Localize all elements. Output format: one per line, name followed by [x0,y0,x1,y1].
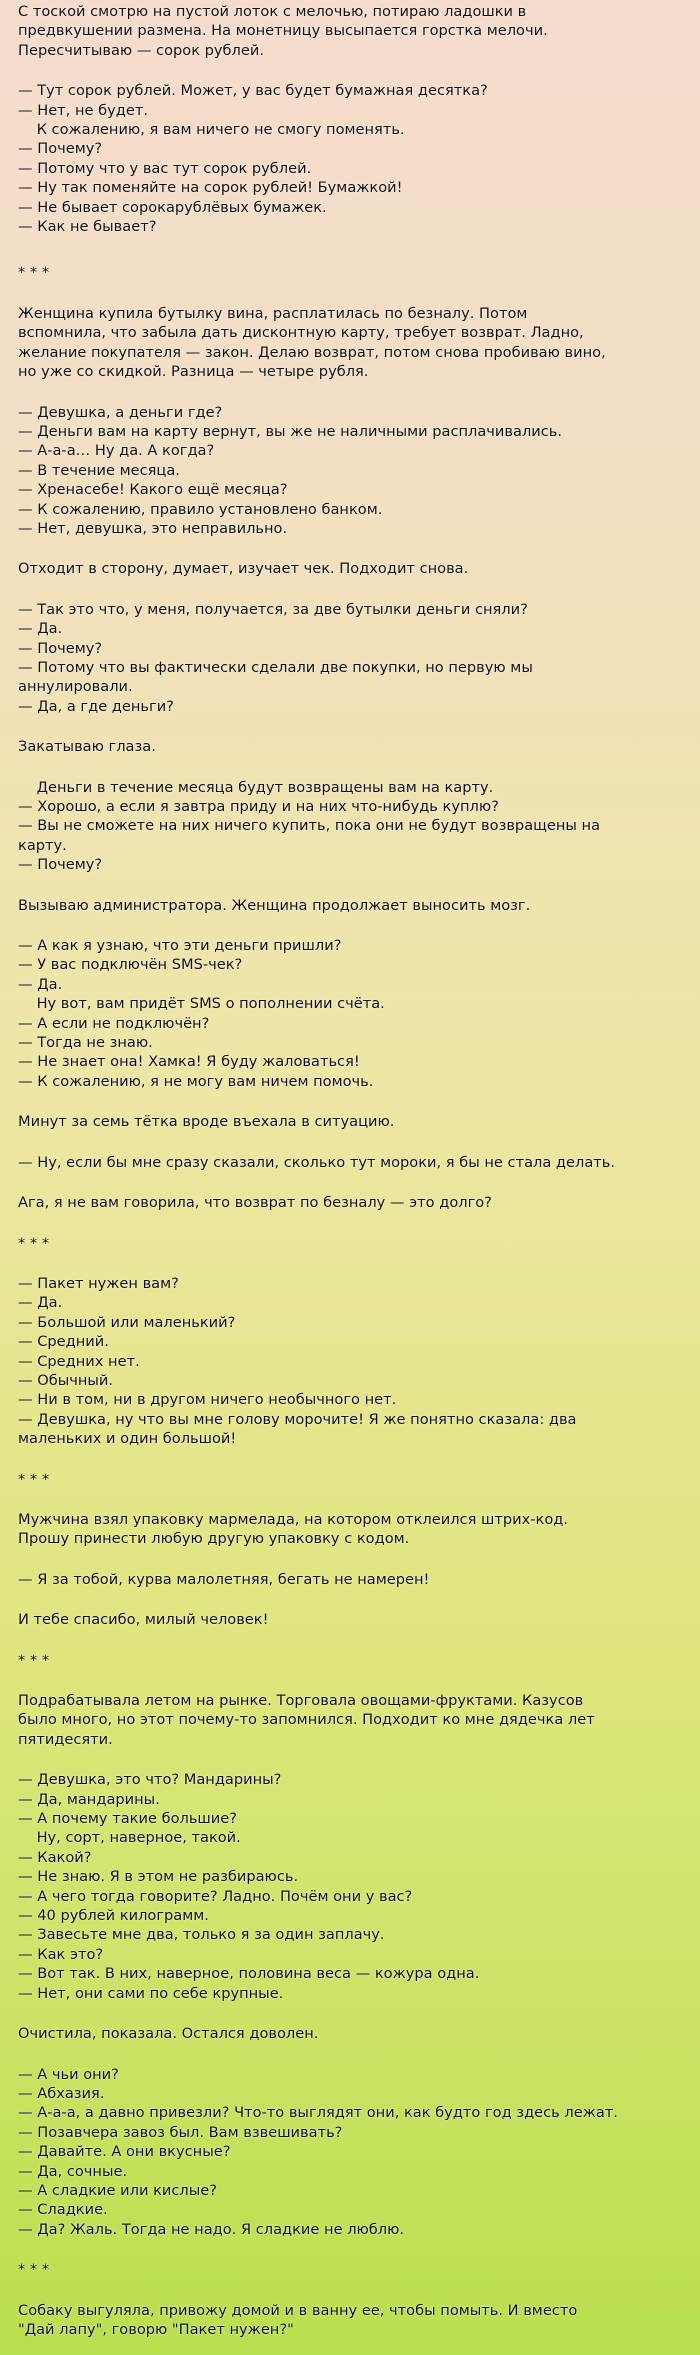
paragraph [18,2024,692,2043]
text-line: — А сладкие или кислые? [18,2181,217,2199]
text-line: — Нет, они сами по себе крупные. [18,1984,284,2002]
paragraph [18,1770,692,2003]
text-line: — Тут сорок рублей. Может, у вас будет бумажная десятка? [18,82,488,100]
text-line: — Почему? [18,639,103,657]
text-line: Ну, сорт, наверное, такой. [18,1829,241,1847]
text-line: Мужчина взял упаковку мармелада, на котором отклеился штрих-код. [18,1510,568,1528]
text-line: вспомнила, что забыла дать дисконтную карту, требует возврат. Ладно, [18,324,584,342]
text-line: — Как это? [18,1945,104,1963]
section-separator [18,1651,692,1670]
text-line: — Как не бывает? [18,218,157,236]
paragraph [18,81,692,236]
text-line: — А-а-а, а давно привезли? Что-то выглядят они, как будто год здесь лежат. [18,2104,618,2122]
paragraph [18,403,692,539]
paragraph [18,896,692,915]
text-line: — Ну, если бы мне сразу сказали, сколько тут мороки, я бы не стала делать. [18,1153,616,1171]
paragraph [18,2,692,60]
text-line: Подрабатывала летом на рынке. Торговала овощами-фруктами. Казусов [18,1692,584,1709]
text-line: предвкушении размена. На монетницу высыпается горстка мелочи. [18,22,548,40]
text-line: Собаку выгуляла, привожу домой и в ванну ее, чтобы помыть. И вместо [18,2301,578,2319]
text-line: — К сожалению, я не могу вам ничем помочь. [18,1072,374,1090]
text-line: но уже со скидкой. Разница — четыре рубля. [18,363,369,381]
paragraph [18,778,692,875]
text-line: — Почему? [18,856,103,874]
paragraph [18,2065,692,2240]
text-line: — К сожалению, правило установлено банком. [18,500,383,518]
text-line: Минут за семь тётка вроде въехала в ситуацию. [18,1113,395,1131]
text-line: С тоской смотрю на пустой лоток с мелочью, потираю ладошки в [18,3,527,20]
text-line: Деньги в течение месяца будут возвращены вам на карту. [18,778,494,796]
text-line: — Хорошо, а если я завтра приду и на них что-нибудь куплю? [18,798,499,815]
text-line: — Потому что вы фактически сделали две покупки, но первую мы [18,658,533,676]
text-line: — Давайте. А они вкусные? [18,2143,231,2161]
text-line: желание покупателя — закон. Делаю возврат, потом снова пробиваю вино, [18,343,606,361]
text-line: — Да, мандарины. [18,1790,160,1808]
section-separator [18,2260,692,2279]
text-line: — Да. [18,975,63,993]
text-line: — Да, сочные. [18,2162,128,2180]
text-line: — Почему? [18,140,103,158]
text-line: — А почему такие большие? [18,1810,237,1828]
text-line: — Нет, девушка, это неправильно. [18,519,288,537]
paragraph [18,2301,692,2340]
paragraph [18,1274,692,1449]
text-line: — Девушка, это что? Мандарины? [18,1771,282,1789]
text-line: * * * [18,1470,50,1488]
text-line: — Да? Жаль. Тогда не надо. Я сладкие не люблю. [18,2220,405,2238]
text-line: Отходит в сторону, думает, изучает чек. Подходит снова. [18,560,469,578]
text-line: "Дай лапу", говорю "Пакет нужен?" [18,2320,294,2338]
section-separator [18,1470,692,1489]
text-line: — Какой? [18,1848,92,1866]
text-line: — Да. [18,1294,63,1312]
text-line: К сожалению, я вам ничего не смогу поменять. [18,121,405,139]
section-separator [18,1234,692,1253]
text-line: было много, но этот почему-то запомнился. Подходит ко мне дядечка лет [18,1711,595,1729]
paragraph [18,737,692,756]
text-line: — В течение месяца. [18,461,180,479]
section-separator [18,263,692,282]
paragraph [18,1112,692,1131]
paragraph [18,1570,692,1589]
text-line: — Не знает она! Хамка! Я буду жаловаться! [18,1053,360,1071]
text-line: — У вас подключён SMS-чек? [18,956,243,974]
text-line: — Ни в том, ни в другом ничего необычного нет. [18,1391,397,1409]
text-line: Закатываю глаза. [18,738,156,756]
paragraph [18,304,692,382]
text-line: Очистила, показала. Остался доволен. [18,2025,319,2043]
paragraph [18,1691,692,1749]
text-line: пятидесяти. [18,1730,113,1748]
text-line: — Средних нет. [18,1352,140,1370]
text-line: аннулировали. [18,678,133,696]
text-line: — Не бывает сорокарублёвых бумажек. [18,198,327,216]
paragraph [18,1193,692,1212]
paragraph [18,1153,692,1172]
text-line: — Пакет нужен вам? [18,1274,179,1292]
paragraph [18,936,692,1091]
text-line: — Так это что, у меня, получается, за две бутылки деньги сняли? [18,600,528,618]
text-line: — Обычный. [18,1371,114,1389]
text-line: — Ну так поменяйте на сорок рублей! Бумажкой! [18,179,403,197]
text-line: — Да. [18,620,63,638]
text-line: — Тогда не знаю. [18,1034,153,1052]
text-line: — А как я узнаю, что эти деньги пришли? [18,937,342,955]
text-line: * * * [18,1651,50,1669]
text-line: * * * [18,1234,50,1252]
text-line: — А если не подключён? [18,1014,210,1032]
text-line: Ну вот, вам придёт SMS о пополнении счёта. [18,995,385,1013]
text-line: Женщина купила бутылку вина, расплатилась по безналу. Потом [18,304,528,322]
text-line: — Да, а где деньги? [18,697,174,715]
text-line: маленьких и один большой! [18,1430,237,1448]
text-line: Пересчитываю — сорок рублей. [18,41,264,59]
text-line: — А-а-а… Ну да. А когда? [18,442,215,460]
text-line: — Нет, не будет. [18,101,148,119]
text-line: — Девушка, а деньги где? [18,403,223,421]
text-line: — Большой или маленький? [18,1313,236,1331]
paragraph [18,1510,692,1549]
text-line: — Сладкие. [18,2201,108,2219]
text-line: — Деньги вам на карту вернут, вы же не наличными расплачивались. [18,422,563,440]
text-line: * * * [18,264,50,282]
text-line: — Завесьте мне два, только я за один заплачу. [18,1926,385,1944]
text-line: Ага, я не вам говорила, что возврат по безналу — это долго? [18,1194,492,1212]
text-line: — Девушка, ну что вы мне голову морочите! Я же понятно сказала: два [18,1410,577,1428]
text-line: — Вот так. В них, наверное, половина веса — кожура одна. [18,1965,480,1983]
text-line: — Потому что у вас тут сорок рублей. [18,159,312,177]
text-line: Прошу принести любую другую упаковку с кодом. [18,1530,410,1548]
text-line: — Средний. [18,1333,109,1351]
text-line: — А чьи они? [18,2065,119,2083]
text-line: карту. [18,836,67,854]
paragraph [18,600,692,716]
text-line: — Абхазия. [18,2084,105,2102]
paragraph [18,1610,692,1629]
paragraph [18,559,692,578]
text-line: — Позавчера завоз был. Вам взвешивать? [18,2123,343,2141]
text-line: — Вы не сможете на них ничего купить, пока они не будут возвращены на [18,817,601,835]
text-line: И тебе спасибо, милый человек! [18,1611,269,1629]
text-line: — Не знаю. Я в этом не разбираюсь. [18,1868,299,1886]
text-line: Вызываю администратора. Женщина продолжает выносить мозг. [18,896,531,914]
text-line: — А чего тогда говорите? Ладно. Почём они у вас? [18,1887,413,1905]
text-line: — Я за тобой, курва малолетняя, бегать не намерен! [18,1570,430,1588]
text-line: — Хренасебе! Какого ещё месяца? [18,481,288,499]
text-line: * * * [18,2261,50,2279]
text-line: — 40 рублей килограмм. [18,1907,209,1925]
